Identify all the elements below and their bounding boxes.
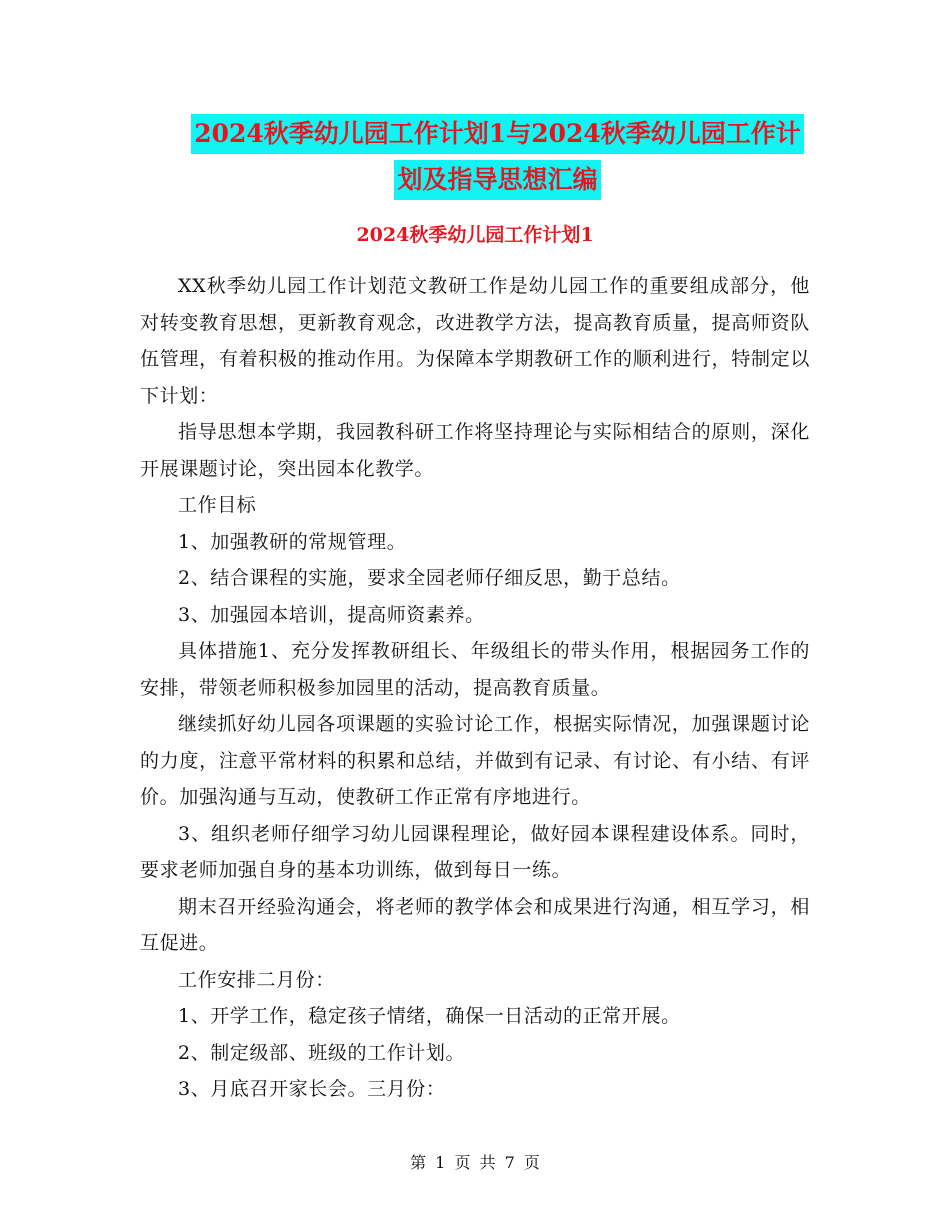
paragraph-guiding-ideas: 指导思想本学期，我园教科研工作将坚持理论与实际相结合的原则，深化开展课题讨论，突出园本化教学。 bbox=[140, 421, 810, 480]
paragraph-schedule-3: 3、月底召开家长会。三月份： bbox=[178, 1078, 446, 1100]
document-body bbox=[140, 268, 810, 1108]
paragraph-goal-2: 2、结合课程的实施，要求全园老师仔细反思，勤于总结。 bbox=[178, 567, 681, 589]
title-line-1: 2024秋季幼儿园工作计划1与2024秋季幼儿园工作计 bbox=[191, 114, 804, 154]
paragraph-study: 3、组织老师仔细学习幼儿园课程理论，做好园本课程建设体系。同时，要求老师加强自身的基本功训练，做到每日一练。 bbox=[140, 822, 810, 881]
paragraph-research: 继续抓好幼儿园各项课题的实验讨论工作，根据实际情况，加强课题讨论的力度，注意平常材料的积累和总结，并做到有记录、有讨论、有小结、有评价。加强沟通与互动，使教研工作正常有序地进行。 bbox=[140, 713, 810, 808]
paragraph-goals-heading: 工作目标 bbox=[178, 494, 257, 516]
paragraph-schedule-2: 2、制定级部、班级的工作计划。 bbox=[178, 1041, 466, 1064]
paragraph-goal-3: 3、加强园本培训，提高师资素养。 bbox=[178, 603, 485, 626]
paragraph-measures: 具体措施1、充分发挥教研组长、年级组长的带头作用，根据园务工作的安排，带领老师积极参加园里的活动，提高教育质量。 bbox=[140, 640, 810, 699]
title-line-2: 划及指导思想汇编 bbox=[394, 160, 600, 200]
paragraph-exchange: 期末召开经验沟通会，将老师的教学体会和成果进行沟通，相互学习，相互促进。 bbox=[140, 895, 810, 954]
paragraph-goal-1: 1、加强教研的常规管理。 bbox=[178, 530, 407, 553]
page-footer: 第 1 页 共 7 页 bbox=[410, 1153, 540, 1172]
document-title bbox=[140, 110, 855, 200]
paragraph-schedule-1: 1、开学工作，稳定孩子情绪，确保一日活动的正常开展。 bbox=[178, 1005, 681, 1027]
section-heading: 2024秋季幼儿园工作计划1 bbox=[356, 224, 594, 246]
paragraph-schedule-heading: 工作安排二月份： bbox=[178, 968, 335, 991]
paragraph-intro: XX秋季幼儿园工作计划范文教研工作是幼儿园工作的重要组成部分，他对转变教育思想，更新教育观念，改进教学方法，提高教育质量，提高师资队伍管理，有着积极的推动作用。为保障本学期教研工作的顺利进行，特制定以下计划： bbox=[140, 275, 810, 407]
